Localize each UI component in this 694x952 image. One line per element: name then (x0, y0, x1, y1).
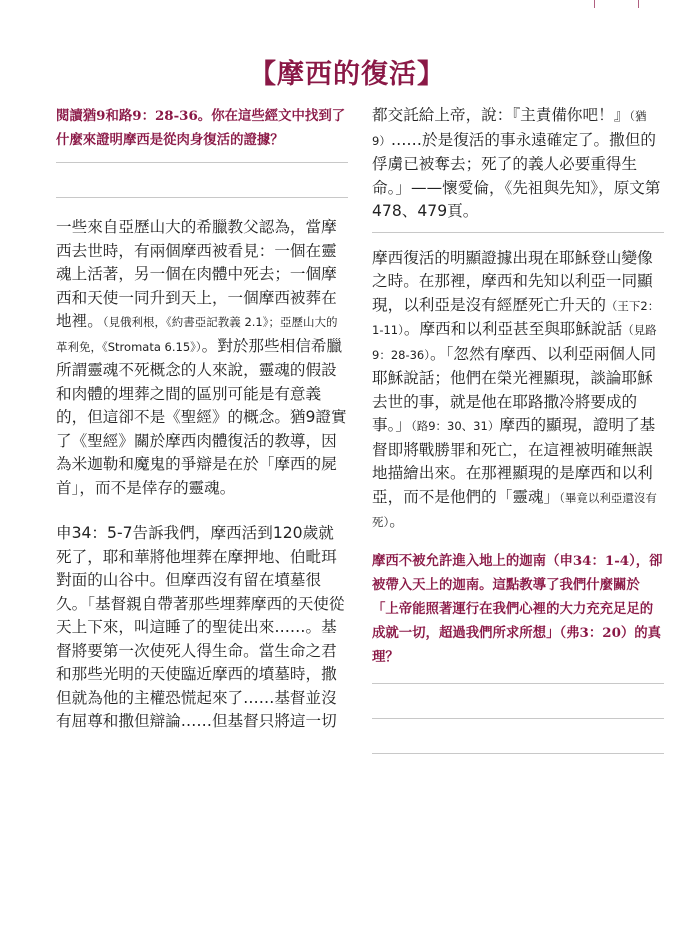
discussion-question: 摩西不被允許進入地上的迦南（申34：1-4），卻被帶入天上的迦南。這點教導了我們什麼關於「上帝能照著運行在我們心裡的大力充充足足的成就一切，超過我們所求所想」（弗3：20）的真理？ (372, 552, 663, 665)
top-tab-marks (594, 0, 654, 8)
paragraph-greek-fathers (56, 216, 348, 500)
divider (372, 232, 664, 233)
text-run: 。 (389, 512, 405, 530)
text-run: 摩西的顯現，證明了基督即將戰勝罪和死亡，在這裡被明確無誤地描繪出來。在那裡顯現的是摩西和以利亞，而不是他們的「靈魂」 (372, 416, 656, 506)
answer-line (372, 718, 664, 719)
answer-lines (56, 162, 348, 198)
paragraph-deut-34: 申34：5-7告訴我們，摩西活到120歲就死了，耶和華將他埋葬在摩押地、伯毗珥對面的山谷中。但摩西沒有留在墳墓很久。「基督親自帶著那些埋葬摩西的天使從天上下來，叫這睡了的聖徒出來……。基督將要第一次使死人得生命。當生命之君和那些光明的天使臨近摩西的墳墓時，撒但就為他的主權恐慌起來了……基督並沒有屈尊和撒但辯論……但基督只將這一切 (56, 524, 345, 730)
citation: （路9：30、31） (410, 419, 500, 433)
left-column (56, 104, 348, 734)
section-title: 【摩西的復活】 (249, 59, 445, 90)
citation: （猶9） (372, 109, 647, 148)
right-column (372, 104, 664, 754)
citation: （畢竟以利亞還沒有死） (372, 490, 657, 529)
text-run: 都交託給上帝，說：『主責備你吧！』 (372, 106, 630, 124)
text-run: 。「忽然有摩西、以利亞兩個人同耶穌說話；他們在榮光裡顯現，談論耶穌去世的事，就是他在耶路撒冷將要成的事。」 (372, 344, 657, 434)
discussion-question: 閱讀猶9和路9：28-36。你在這些經文中找到了什麼來證明摩西是從肉身復活的證據？ (56, 108, 346, 148)
citation: （見俄利根，《約書亞記教義 2.1》；亞歷山大的革利免，《Stromata 6.15》） (56, 315, 338, 354)
paragraph-quote-continued (372, 104, 664, 224)
text-run: 一些來自亞歷山大的希臘教父認為，當摩西去世時，有兩個摩西被看見：一個在靈魂上活著，另一個在肉體中死去；一個摩西和天使一同升到天上，一個摩西被葬在地裡。 (56, 218, 337, 330)
paragraph-transfiguration (372, 247, 664, 535)
answer-line (56, 197, 348, 198)
citation: （王下2：1-11） (372, 298, 660, 337)
answer-lines (372, 683, 664, 754)
text-run: 。對於那些相信希臘所謂靈魂不死概念的人來說，靈魂的假設和肉體的埋葬之間的區別可能是有意義的，但這卻不是《聖經》的概念。猶9證實了《聖經》關於摩西肉體復活的教導，因為米迦勒和魔鬼的爭辯是在於「摩西的屍首」，而不是倖存的靈魂。 (56, 336, 347, 497)
answer-line (56, 162, 348, 163)
text-run: 摩西復活的明顯證據出現在耶穌登山變像之時。在那裡，摩西和先知以利亞一同顯現，以利亞是沒有經歷死亡升天的 (372, 248, 653, 314)
answer-line (372, 753, 664, 754)
citation: （見路9：28-36） (372, 323, 657, 362)
text-run: ……於是復活的事永遠確定了。撒但的俘虜已被奪去；死了的義人必要重得生命。」——懷愛倫，《先祖與先知》，原文第478、479頁。 (372, 130, 661, 220)
answer-line (372, 683, 664, 684)
text-run: 。摩西和以利亞甚至與耶穌說話 (403, 320, 623, 338)
